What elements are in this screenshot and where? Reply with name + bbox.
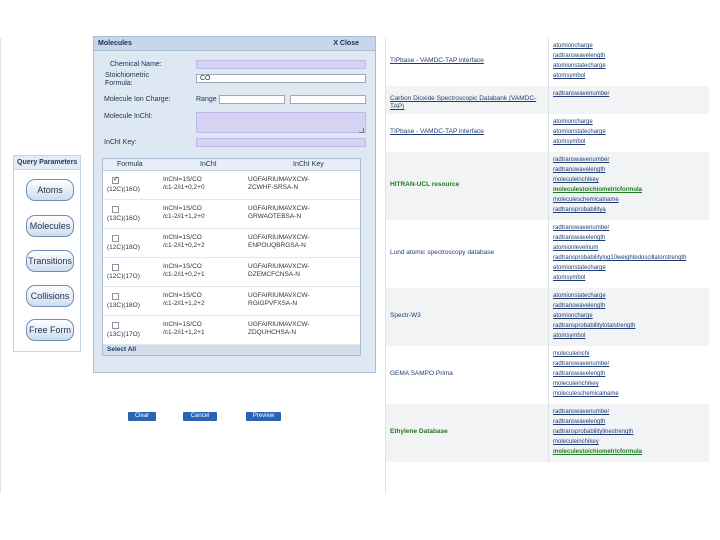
column-divider (548, 404, 549, 462)
inchi-cell: InChI=1S/CO /c1-2/i1+0,2+1 (163, 263, 205, 278)
resource-field-link[interactable]: radtranswavenumber (553, 361, 610, 367)
table-row (103, 171, 360, 200)
resources-table (385, 38, 708, 493)
table-header (103, 159, 360, 171)
resource-row (386, 404, 709, 462)
select-all-link[interactable]: Select All (103, 345, 360, 355)
inchikey-cell: UGFAIRIUMAVXCW- GRWAOTEBSA-N (248, 205, 310, 220)
resource-field-link[interactable]: radtranswavenumber (553, 157, 610, 163)
resource-field-link[interactable]: moleculeinchikey (553, 381, 599, 387)
cancel-button[interactable]: Cancel (183, 412, 217, 421)
resource-field-link[interactable]: moleculeschemicalname (553, 391, 619, 397)
resource-name: Ethylene Database (390, 428, 448, 435)
resource-field-link[interactable]: atomsymbol (553, 275, 586, 281)
resource-fields-list (553, 155, 708, 215)
inchi-cell: InChI=1S/CO /c1-2/i1+0,2+2 (163, 234, 205, 249)
formula-cell: (13C)(17O) (107, 331, 140, 338)
dialog-close-button[interactable]: X Close (333, 40, 359, 47)
resource-field-link[interactable]: radtranswavelength (553, 419, 606, 425)
inchikey-label: InChI Key: (104, 139, 137, 146)
page-edge-line (0, 38, 1, 493)
resource-name: GEMA SAMPO Prima (390, 370, 453, 377)
resource-field-link[interactable]: radtranswavelength (553, 371, 606, 377)
resource-field-link[interactable]: atomioncharge (553, 313, 593, 319)
molecules-button[interactable]: Molecules (26, 215, 74, 237)
resource-field-link[interactable]: radtranswavelength (553, 167, 606, 173)
ion-charge-label: Molecule Ion Charge: (104, 96, 171, 103)
formula-cell: (13C)(18O) (107, 302, 140, 309)
formula-cell: (12C)(17O) (107, 273, 140, 280)
resource-fields-list (553, 41, 708, 81)
inchi-cell: InChI=1S/CO /c1-2/i1+1,2+0 (163, 205, 205, 220)
resource-field-link[interactable]: atomionstatecharge (553, 129, 606, 135)
resource-field-link[interactable]: radtranswavenumber (553, 225, 610, 231)
transitions-button[interactable]: Transitions (26, 250, 74, 272)
resource-name: Spectr-W3 (390, 312, 421, 319)
inchikey-cell: UGFAIRIUMAVXCW- DZEMCFCNSA-N (248, 263, 310, 278)
atoms-button[interactable]: Atoms (26, 179, 74, 201)
resource-field-link[interactable]: atomionstatecharge (553, 63, 606, 69)
column-divider (548, 38, 549, 86)
resource-fields-list (553, 291, 708, 341)
inchikey-cell: UGFAIRIUMAVXCW- ZDQUHCHSA-N (248, 321, 310, 336)
resource-field-link[interactable]: radtranswavelength (553, 53, 606, 59)
resource-field-link[interactable]: atomionstatecharge (553, 293, 606, 299)
resource-name: Lund atomic spectroscopy database (390, 249, 495, 256)
resource-field-link[interactable]: radtransprobabilitytotalstrength (553, 323, 636, 329)
ion-charge-from-input[interactable] (219, 95, 285, 104)
resource-field-link[interactable]: moleculeschemicalname (553, 197, 619, 203)
resource-fields-list (553, 349, 708, 399)
query-parameters-title: Query Parameters (14, 156, 80, 170)
query-parameters-panel (13, 155, 81, 352)
textarea-resize-grip[interactable] (359, 128, 364, 133)
inchi-label: Molecule InChI: (104, 113, 153, 120)
table-body (103, 171, 360, 345)
free-form-button[interactable]: Free Form (26, 319, 74, 341)
resource-field-link[interactable]: radtransprobabilitya (553, 207, 606, 213)
table-row (103, 258, 360, 287)
resource-name[interactable]: TIPbase - VAMDC-TAP interface (390, 57, 484, 64)
resource-field-link[interactable]: radtranswavenumber (553, 91, 610, 97)
resource-row (386, 38, 709, 86)
formula-cell: (12C)(16O) (107, 186, 140, 193)
inchi-cell: InChI=1S/CO /c1-2/i1+1,2+2 (163, 292, 205, 307)
inchikey-cell: UGFAIRIUMAVXCW- ENPOUQBRGSA-N (248, 234, 310, 249)
inchi-cell: InChI=1S/CO /c1-2/i1+1,2+1 (163, 321, 205, 336)
column-divider (548, 86, 549, 114)
resource-field-link[interactable]: moleculeinchi (553, 351, 590, 357)
row-checkbox[interactable] (112, 235, 119, 242)
inchikey-cell: UGFAIRIUMAVXCW- RGIGPVFXSA-N (248, 292, 310, 307)
column-divider (548, 114, 549, 152)
resource-row (386, 114, 709, 152)
resource-field-link[interactable]: moleculeinchikey (553, 177, 599, 183)
table-row (103, 316, 360, 345)
inchikey-cell: UGFAIRIUMAVXCW- ZCWHF-SRSA-N (248, 176, 310, 191)
resource-fields-list (553, 89, 708, 99)
formula-cell: (13C)(16O) (107, 215, 140, 222)
inchi-cell: InChI=1S/CO /c1-2/i1+0,2+0 (163, 176, 205, 191)
column-divider (548, 288, 549, 346)
resource-name[interactable]: TIPbase - VAMDC-TAP interface (390, 128, 484, 135)
table-row (103, 200, 360, 229)
results-table (102, 158, 361, 356)
resource-row (386, 220, 709, 288)
stoichiometric-formula-input[interactable]: CO (196, 74, 366, 83)
clear-button[interactable]: Clear (128, 412, 156, 421)
resource-fields-list (553, 407, 708, 457)
resource-field-link[interactable]: atomsymbol (553, 73, 586, 79)
row-checkbox[interactable] (112, 206, 119, 213)
resource-fields-list (553, 117, 708, 147)
inchikey-column-header: InChI Key (293, 161, 324, 168)
table-row (103, 229, 360, 258)
resource-field-link[interactable]: radtransprobabilitylinestrength (553, 429, 634, 435)
column-divider (548, 220, 549, 288)
resource-field-link[interactable]: atomsymbol (553, 333, 586, 339)
row-checkbox[interactable] (112, 293, 119, 300)
ion-charge-to-input[interactable] (290, 95, 366, 104)
collisions-button[interactable]: Collisions (26, 285, 74, 307)
dialog-header (94, 37, 375, 51)
inchi-textarea[interactable] (196, 112, 366, 133)
resource-field-link[interactable]: radtranswavelength (553, 303, 606, 309)
inchi-column-header: InChI (200, 161, 217, 168)
resource-field-link[interactable]: moleculestoichiometricformula (553, 449, 643, 455)
table-row (103, 287, 360, 316)
inchikey-input[interactable] (196, 138, 366, 147)
resource-field-link[interactable]: radtranswavenumber (553, 409, 610, 415)
formula-cell: (12C)(18O) (107, 244, 140, 251)
chemical-name-input[interactable] (196, 60, 366, 69)
resource-field-link[interactable]: radtranswavelength (553, 235, 606, 241)
stoichiometric-formula-label: Stoichiometric Formula: (105, 72, 149, 87)
resource-row (386, 288, 709, 346)
resource-field-link[interactable]: atomioncharge (553, 119, 593, 125)
resource-name[interactable]: Carbon Dioxide Spectroscopic Databank (VAMDC-TAP) (390, 95, 537, 110)
row-checkbox[interactable] (112, 177, 119, 184)
resource-field-link[interactable]: radtransprobabilitylog10weightedoscillatorstrength (553, 255, 687, 261)
resource-field-link[interactable]: moleculestoichiometricformula (553, 187, 643, 193)
formula-column-header: Formula (117, 161, 143, 168)
range-label: Range (196, 96, 217, 103)
resource-fields-list (553, 223, 708, 283)
column-divider (548, 346, 549, 404)
resource-field-link[interactable]: atomsymbol (553, 139, 586, 145)
chemical-name-label: Chemical Name: (110, 61, 162, 68)
resource-row (386, 346, 709, 404)
resource-row (386, 152, 709, 220)
resource-field-link[interactable]: atomionlevelnum (553, 245, 599, 251)
resource-name: HITRAN-UCL resource (390, 181, 460, 188)
resource-field-link[interactable]: moleculeinchikey (553, 439, 599, 445)
column-divider (548, 152, 549, 220)
row-checkbox[interactable] (112, 322, 119, 329)
row-checkbox[interactable] (112, 264, 119, 271)
molecules-dialog (93, 36, 376, 373)
preview-button[interactable]: Preview (246, 412, 281, 421)
dialog-title: Molecules (98, 40, 132, 47)
resource-field-link[interactable]: atomioncharge (553, 43, 593, 49)
resource-row (386, 86, 709, 114)
resource-field-link[interactable]: atomionstatecharge (553, 265, 606, 271)
